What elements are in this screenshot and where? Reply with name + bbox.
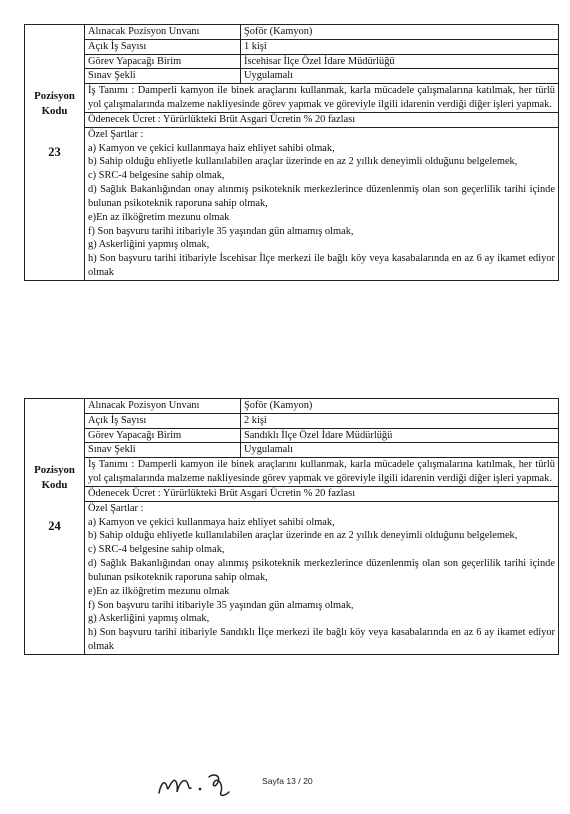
condition-item: d) Sağlık Bakanlığından onay alınmış psikoteknik merkezlerince düzenlenmiş olan son geçerlilik tarihi içinde bulunan psikoteknik raporuna sahip olmak, [88, 184, 555, 209]
condition-item: a) Kamyon ve çekici kullanmaya haiz ehliyet sahibi olmak, [88, 516, 335, 528]
field-value: Uygulamalı [241, 443, 559, 458]
payment-info: Ödenecek Ücret : Yürürlükteki Brüt Asgari Ücretin % 20 fazlası [85, 112, 559, 127]
field-label: Açık İş Sayısı [85, 39, 241, 54]
condition-item: c) SRC-4 belgesine sahip olmak, [88, 170, 225, 182]
position-code-number: 24 [48, 519, 61, 534]
condition-item: h) Son başvuru tarihi itibariyle Sandıklı İlçe merkezi ile bağlı köy veya kasabalarında en az 6 ay ikamet ediyor olmak [88, 627, 555, 653]
field-value: Şoför (Kamyon) [241, 25, 559, 40]
special-conditions [85, 501, 559, 654]
field-value: Şoför (Kamyon) [241, 399, 559, 414]
condition-item: c) SRC-4 belgesine sahip olmak, [88, 544, 225, 556]
position-code-number: 23 [48, 145, 61, 160]
condition-item: h) Son başvuru tarihi itibariyle İscehisar İlçe merkezi ile bağlı köy veya kasabalarında en az 6 ay ikamet ediyor olmak [88, 253, 555, 279]
condition-item: f) Son başvuru tarihi itibariyle 35 yaşından gün almamış olmak, [88, 599, 354, 611]
field-value: İscehisar İlçe Özel İdare Müdürlüğü [241, 54, 559, 69]
position-code-label: Pozisyon Kodu [34, 90, 75, 117]
field-label: Sınav Şekli [85, 69, 241, 84]
field-value: 2 kişi [241, 413, 559, 428]
field-label: Sınav Şekli [85, 443, 241, 458]
position-code-cell [25, 399, 85, 655]
condition-item: d) Sağlık Bakanlığından onay alınmış psikoteknik merkezlerince düzenlenmiş olan son geçerlilik tarihi içinde bulunan psikoteknik raporuna sahip olmak, [88, 558, 555, 583]
position-code-cell [25, 25, 85, 281]
field-label: Görev Yapacağı Birim [85, 54, 241, 69]
job-description-text: İş Tanımı : Damperli kamyon ile binek araçlarını kullanmak, karla mücadele çalışmalarına katılmak, her türlü yol çalışmalarında malzeme nakliyesinde görev yapmak ve göreviyle ilgili idarenin verdiği diğer işleri yapmak. [88, 85, 555, 111]
field-value: 1 kişi [241, 39, 559, 54]
condition-item: b) Sahip olduğu ehliyetle kullanılabilen araçlar üzerinde en az 2 yıllık deneyimli olduğunu belgelemek, [88, 530, 518, 542]
field-label: Alınacak Pozisyon Unvanı [85, 25, 241, 40]
special-conditions-title: Özel Şartlar : [88, 128, 144, 140]
condition-item: g) Askerliğini yapmış olmak, [88, 613, 210, 625]
condition-item: e)En az ilköğretim mezunu olmak [88, 211, 230, 223]
page-number: Sayfa 13 / 20 [262, 776, 313, 786]
condition-item: b) Sahip olduğu ehliyetle kullanılabilen araçlar üzerinde en az 2 yıllık deneyimli olduğunu belgelemek, [88, 156, 518, 168]
condition-item: g) Askerliğini yapmış olmak, [88, 239, 210, 251]
position-code-label: Pozisyon Kodu [34, 464, 75, 491]
job-description [85, 458, 559, 487]
condition-item: e)En az ilköğretim mezunu olmak [88, 585, 230, 597]
special-conditions [85, 127, 559, 280]
special-conditions-title: Özel Şartlar : [88, 502, 144, 514]
field-value: Sandıklı İlçe Özel İdare Müdürlüğü [241, 428, 559, 443]
job-description-text: İş Tanımı : Damperli kamyon ile binek araçlarını kullanmak, karla mücadele çalışmalarına katılmak, her türlü yol çalışmalarında malzeme nakliyesinde görev yapmak ve göreviyle ilgili idarenin verdiği diğer işleri yapmak. [88, 459, 555, 485]
job-description [85, 84, 559, 113]
signature-image [155, 765, 239, 799]
payment-info: Ödenecek Ücret : Yürürlükteki Brüt Asgari Ücretin % 20 fazlası [85, 486, 559, 501]
position-table-24 [24, 398, 559, 655]
field-label: Açık İş Sayısı [85, 413, 241, 428]
condition-item: a) Kamyon ve çekici kullanmaya haiz ehliyet sahibi olmak, [88, 142, 335, 154]
field-value: Uygulamalı [241, 69, 559, 84]
field-label: Alınacak Pozisyon Unvanı [85, 399, 241, 414]
condition-item: f) Son başvuru tarihi itibariyle 35 yaşından gün almamış olmak, [88, 225, 354, 237]
field-label: Görev Yapacağı Birim [85, 428, 241, 443]
position-table-23 [24, 24, 559, 281]
